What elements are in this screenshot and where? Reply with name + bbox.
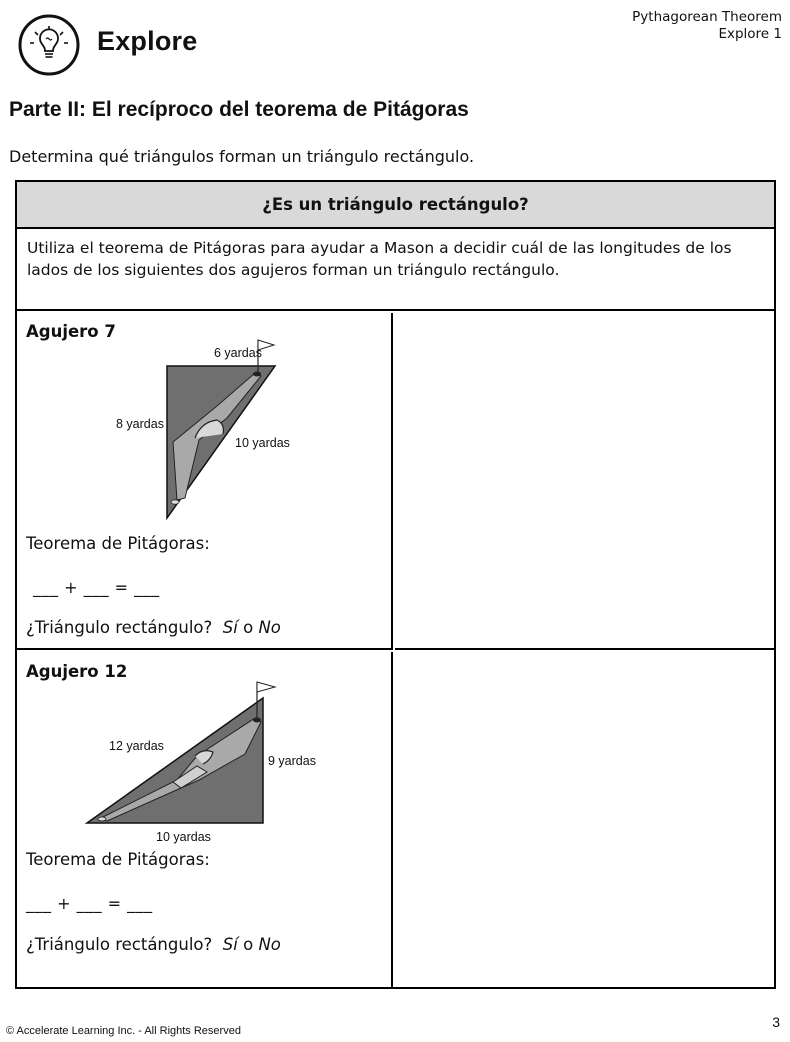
section-title: Parte II: El recíproco del teorema de Pitágoras bbox=[9, 98, 469, 121]
hole-7-equation[interactable]: ___ + ___ = ___ bbox=[33, 578, 160, 597]
hole-7-option-no[interactable]: No bbox=[258, 618, 281, 637]
table-header: ¿Es un triángulo rectángulo? bbox=[17, 182, 774, 229]
hole-12-diagram bbox=[77, 678, 337, 848]
hole-7-title: Agujero 7 bbox=[26, 322, 116, 341]
hole-7-side-left-label: 8 yardas bbox=[116, 417, 164, 431]
hole-12-equation[interactable]: ___ + ___ = ___ bbox=[26, 894, 153, 913]
section-reference: Explore 1 bbox=[718, 26, 782, 42]
hole-12-triangle bbox=[87, 698, 263, 823]
table-description: Utiliza el teorema de Pitágoras para ayudar a Mason a decidir cuál de las longitudes de los lados de los siguientes dos agujeros forman un triángulo rectángulo. bbox=[17, 229, 774, 311]
hole-12-question bbox=[26, 935, 281, 954]
hole-7-question bbox=[26, 618, 281, 637]
hole-7-option-or: o bbox=[243, 618, 254, 637]
page-number: 3 bbox=[772, 1014, 780, 1030]
hole-12-theorem-label: Teorema de Pitágoras: bbox=[26, 850, 210, 869]
lightbulb-logo-icon bbox=[18, 14, 78, 74]
hole-12-option-no[interactable]: No bbox=[258, 935, 281, 954]
hole-7-cell bbox=[17, 313, 393, 650]
page-heading: Explore bbox=[97, 26, 198, 56]
hole-12-side-bottom-label: 10 yardas bbox=[156, 830, 211, 844]
copyright-notice: © Accelerate Learning Inc. - All Rights Reserved bbox=[6, 1025, 241, 1037]
hole-7-question-text: ¿Triángulo rectángulo? bbox=[26, 618, 213, 637]
hole-12-side-hyp-label: 12 yardas bbox=[109, 739, 164, 753]
hole-7-work-area[interactable] bbox=[395, 313, 774, 650]
hole-7-diagram bbox=[107, 338, 307, 523]
hole-7-side-hyp-label: 10 yardas bbox=[235, 436, 290, 450]
hole-7-theorem-label: Teorema de Pitágoras: bbox=[26, 534, 210, 553]
worksheet-table bbox=[15, 180, 776, 989]
hole-12-title: Agujero 12 bbox=[26, 662, 128, 681]
hole-12-work-area[interactable] bbox=[395, 652, 774, 987]
instruction-text: Determina qué triángulos forman un triángulo rectángulo. bbox=[9, 147, 475, 166]
hole-7-side-top-label: 6 yardas bbox=[214, 346, 262, 360]
hole-12-option-or: o bbox=[243, 935, 254, 954]
hole-12-cell bbox=[17, 652, 393, 987]
hole-7-option-yes[interactable]: Sí bbox=[222, 618, 238, 637]
hole-12-option-yes[interactable]: Sí bbox=[222, 935, 238, 954]
hole-12-side-right-label: 9 yardas bbox=[268, 754, 316, 768]
unit-name: Pythagorean Theorem bbox=[632, 9, 782, 25]
unit-reference bbox=[632, 9, 782, 43]
hole-12-question-text: ¿Triángulo rectángulo? bbox=[26, 935, 213, 954]
